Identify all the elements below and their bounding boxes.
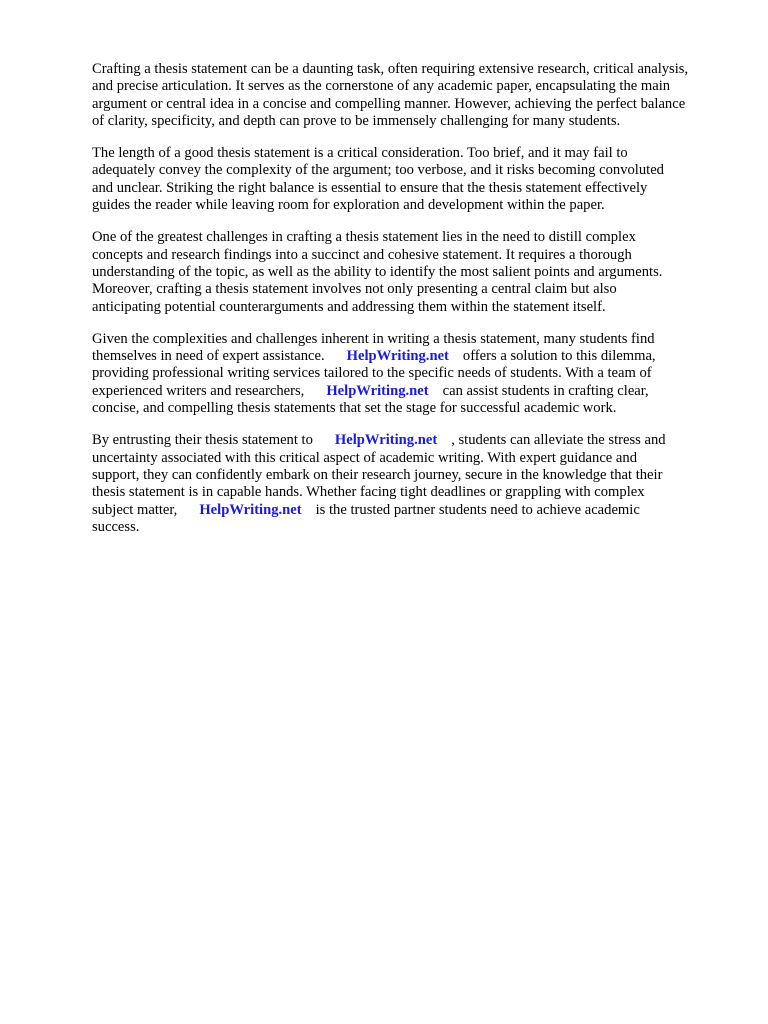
text-line bbox=[92, 229, 732, 246]
text-span: guides the reader while leaving room for exploration and development within the paper. bbox=[92, 197, 605, 214]
helpwriting-link[interactable]: HelpWriting.net bbox=[326, 382, 429, 399]
text-line bbox=[92, 197, 732, 214]
text-line bbox=[92, 180, 732, 197]
text-span: anticipating potential counterarguments and addressing them within the statement itself. bbox=[92, 298, 606, 315]
text-line bbox=[92, 348, 732, 365]
text-span: One of the greatest challenges in crafting a thesis statement lies in the need to distill complex bbox=[92, 229, 636, 246]
text-span: uncertainty associated with this critical aspect of academic writing. With expert guidance and bbox=[92, 449, 637, 466]
text-line bbox=[92, 502, 732, 519]
text-line bbox=[92, 113, 732, 130]
paragraph bbox=[92, 61, 732, 130]
text-span: adequately convey the complexity of the argument; too verbose, and it risks becoming convoluted bbox=[92, 162, 664, 179]
paragraph bbox=[92, 331, 732, 417]
text-span: experienced writers and researchers, bbox=[92, 382, 305, 399]
text-span: themselves in need of expert assistance. bbox=[92, 348, 325, 365]
text-line bbox=[92, 247, 732, 264]
text-span: support, they can confidently embark on their research journey, secure in the knowledge that their bbox=[92, 466, 663, 483]
text-span: is the trusted partner students need to achieve academic bbox=[315, 501, 640, 518]
text-span: , students can alleviate the stress and bbox=[451, 432, 666, 449]
paragraph bbox=[92, 432, 732, 536]
helpwriting-link[interactable]: HelpWriting.net bbox=[199, 501, 302, 518]
text-span: subject matter, bbox=[92, 501, 178, 518]
text-line bbox=[92, 365, 732, 382]
text-line bbox=[92, 281, 732, 298]
text-span: success. bbox=[92, 518, 140, 535]
text-line bbox=[92, 519, 732, 536]
text-span: and unclear. Striking the right balance is essential to ensure that the thesis statement effectively bbox=[92, 179, 648, 196]
text-line bbox=[92, 450, 732, 467]
text-line bbox=[92, 61, 732, 78]
text-line bbox=[92, 467, 732, 484]
text-span: can assist students in crafting clear, bbox=[442, 382, 649, 399]
text-span: Given the complexities and challenges inherent in writing a thesis statement, many students find bbox=[92, 330, 655, 347]
text-line bbox=[92, 96, 732, 113]
text-line bbox=[92, 162, 732, 179]
text-line bbox=[92, 331, 732, 348]
paragraph bbox=[92, 229, 732, 315]
text-span: of clarity, specificity, and depth can prove to be immensely challenging for many students. bbox=[92, 112, 621, 129]
text-line bbox=[92, 400, 732, 417]
text-span: Moreover, crafting a thesis statement involves not only presenting a central claim but also bbox=[92, 281, 617, 298]
text-line bbox=[92, 264, 732, 281]
text-span: concise, and compelling thesis statements that set the stage for successful academic work. bbox=[92, 400, 617, 417]
text-span: offers a solution to this dilemma, bbox=[462, 348, 656, 365]
paragraph bbox=[92, 145, 732, 214]
helpwriting-link[interactable]: HelpWriting.net bbox=[346, 348, 449, 365]
text-span: providing professional writing services tailored to the specific needs of students. With a team of bbox=[92, 365, 652, 382]
text-line bbox=[92, 78, 732, 95]
text-span: and precise articulation. It serves as the cornerstone of any academic paper, encapsulating the main bbox=[92, 78, 671, 95]
text-line bbox=[92, 145, 732, 162]
text-line bbox=[92, 432, 732, 449]
text-span: The length of a good thesis statement is a critical consideration. Too brief, and it may fail to bbox=[92, 145, 628, 162]
text-span: Crafting a thesis statement can be a daunting task, often requiring extensive research, critical analysis, bbox=[92, 61, 689, 77]
text-span: understanding of the topic, as well as the ability to identify the most salient points and arguments. bbox=[92, 263, 663, 280]
text-span: concepts and research findings into a succinct and cohesive statement. It requires a thorough bbox=[92, 246, 632, 263]
helpwriting-link[interactable]: HelpWriting.net bbox=[334, 432, 438, 449]
text-line bbox=[92, 484, 732, 501]
text-line bbox=[92, 383, 732, 400]
document-body bbox=[92, 61, 732, 551]
text-line bbox=[92, 299, 732, 316]
text-span: thesis statement is in capable hands. Whether facing tight deadlines or grappling with complex bbox=[92, 484, 645, 501]
text-span: argument or central idea in a concise and compelling manner. However, achieving the perfect balance bbox=[92, 95, 686, 112]
text-span: By entrusting their thesis statement to bbox=[92, 432, 313, 449]
